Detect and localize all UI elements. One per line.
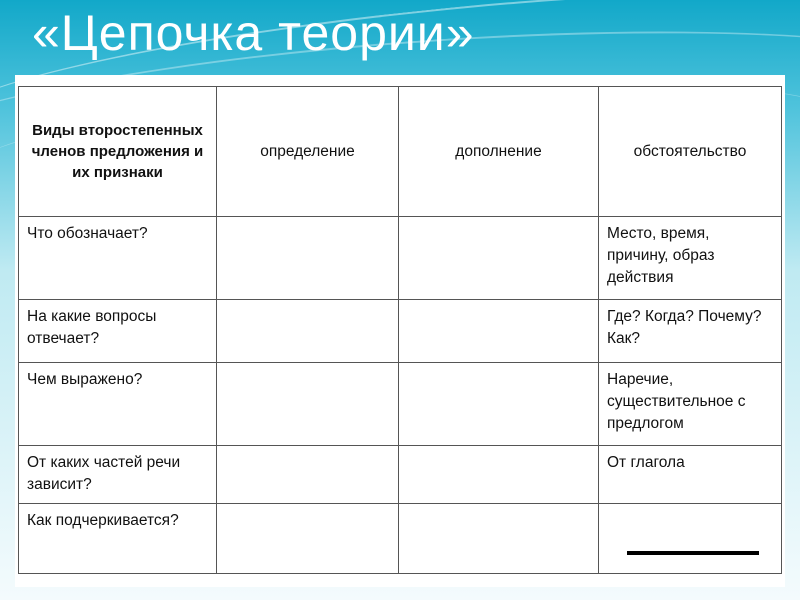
table-cell: Место, время, причину, образ действия [599,217,782,300]
table-cell [217,446,399,504]
table-row [19,217,782,300]
table-cell [399,446,599,504]
theory-table [18,86,782,574]
table-cell [217,363,399,446]
table-cell [217,504,399,574]
table-row [19,300,782,363]
column-header-definition: определение [217,87,399,217]
table-row [19,504,782,574]
table-header-row [19,87,782,217]
table-cell [399,363,599,446]
row-label: Что обозначает? [19,217,217,300]
slide-title: «Цепочка теории» [32,5,475,61]
table-cell [217,217,399,300]
solid-underline-mark [627,551,759,555]
table-row [19,363,782,446]
table-cell [399,300,599,363]
table-cell [399,504,599,574]
table-row [19,446,782,504]
table-cell [399,217,599,300]
table-cell: Наречие, существительное с предлогом [599,363,782,446]
column-header-object: дополнение [399,87,599,217]
row-label: Чем выражено? [19,363,217,446]
column-header-adverbial: обстоятельство [599,87,782,217]
row-label: На какие вопросы отвечает? [19,300,217,363]
table-cell: От глагола [599,446,782,504]
row-label: От каких частей речи зависит? [19,446,217,504]
row-label: Как подчеркивается? [19,504,217,574]
table-cell [217,300,399,363]
table-cell-underline-sample [599,504,782,574]
corner-header: Виды второстепенных членов предложения и их признаки [19,87,217,217]
table-cell: Где? Когда? Почему? Как? [599,300,782,363]
